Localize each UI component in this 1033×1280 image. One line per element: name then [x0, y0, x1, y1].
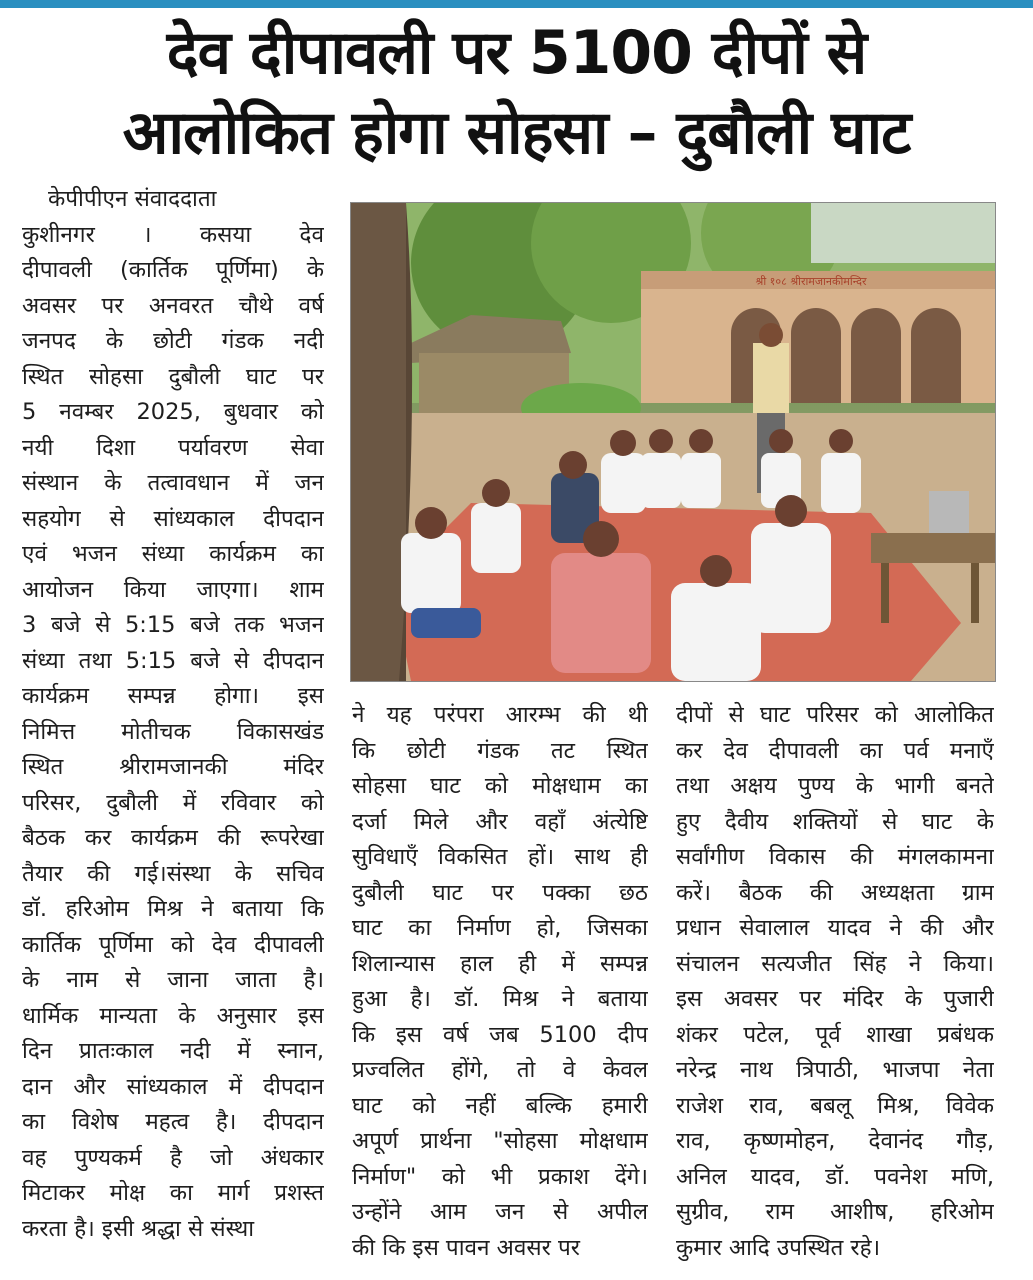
temple-sign: श्री १०८ श्रीरामजानकीमन्दिर: [755, 275, 867, 288]
article-line: शिलान्यास हाल ही में सम्पन्न: [352, 950, 648, 977]
meeting-photo-illustration: [351, 203, 995, 681]
article-line: के नाम से जाना जाता है।: [22, 967, 324, 993]
article-line: निमित्त मोतीचक विकासखंड: [22, 718, 324, 745]
article-line: सर्वांगीण विकास की मंगलकामना: [676, 844, 994, 870]
article-line: इस अवसर पर मंदिर के पुजारी: [676, 986, 994, 1012]
article-line: की कि इस पावन अवसर पर: [352, 1234, 580, 1261]
article-line: उन्होंने आम जन से अपील: [352, 1199, 648, 1225]
article-line: कुशीनगर । कसया देव: [22, 221, 324, 248]
article-line: घाट का निर्माण हो, जिसका: [352, 915, 648, 941]
article-line: वह पुण्यकर्म है जो अंधकार: [22, 1144, 324, 1171]
article-line: धार्मिक मान्यता के अनुसार इस: [22, 1002, 324, 1029]
article-line: प्रधान सेवालाल यादव ने की और: [676, 915, 994, 941]
article-line: दुबौली घाट पर पक्का छठ: [352, 879, 648, 906]
article-line: कर देव दीपावली का पर्व मनाएँ: [676, 737, 994, 764]
article-line: नरेन्द्र नाथ त्रिपाठी, भाजपा नेता: [676, 1057, 994, 1083]
article-line: हुए दैवीय शक्तियों से घाट के: [676, 808, 994, 835]
article-line: अपूर्ण प्रार्थना "सोहसा मोक्षधाम: [352, 1128, 648, 1154]
article-line: निर्माण" को भी प्रकाश देंगे।: [352, 1163, 648, 1190]
article-line: दीपों से घाट परिसर को आलोकित: [676, 702, 994, 728]
meeting-photo: [350, 202, 996, 682]
article-line: शंकर पटेल, पूर्व शाखा प्रबंधक: [676, 1021, 994, 1048]
article-line: कि छोटी गंडक तट स्थित: [352, 737, 648, 764]
article-line: राजेश राव, बबलू मिश्र, विवेक: [676, 1092, 994, 1119]
article-line: एवं भजन संध्या कार्यक्रम का: [22, 541, 324, 567]
article-column-1: [22, 182, 324, 1247]
article-line: दान और सांध्यकाल में दीपदान: [22, 1073, 324, 1100]
article-line: स्थित सोहसा दुबौली घाट पर: [22, 363, 324, 390]
article-line: दीपावली (कार्तिक पूर्णिमा) के: [22, 257, 324, 283]
article-line: आयोजन किया जाएगा। शाम: [22, 576, 324, 603]
article-line: अनिल यादव, डॉ. पवनेश मणि,: [676, 1163, 994, 1190]
article-line: 3 बजे से 5:15 बजे तक भजन: [22, 612, 324, 638]
article-line: का विशेष महत्व है। दीपदान: [22, 1109, 324, 1135]
article-line: संचालन सत्यजीत सिंह ने किया।: [676, 950, 994, 977]
article-line: बैठक कर कार्यक्रम की रूपरेखा: [22, 825, 324, 851]
article-line: कार्तिक पूर्णिमा को देव दीपावली: [22, 931, 324, 958]
article-column-3: [676, 698, 994, 1266]
article-line: सुविधाएँ विकसित हों। साथ ही: [352, 844, 648, 870]
article-line: ने यह परंपरा आरम्भ की थी: [352, 702, 648, 728]
article-line: नयी दिशा पर्यावरण सेवा: [22, 434, 324, 461]
article-line: करता है। इसी श्रद्धा से संस्था: [22, 1215, 255, 1242]
article-line: कि इस वर्ष जब 5100 दीप: [352, 1021, 648, 1048]
article-line: स्थित श्रीरामजानकी मंदिर: [22, 754, 324, 780]
headline-line-1: देव दीपावली पर 5100 दीपों से: [166, 18, 867, 88]
article-line: घाट को नहीं बल्कि हमारी: [352, 1092, 648, 1119]
article-line: डॉ. हरिओम मिश्र ने बताया कि: [22, 896, 324, 922]
article-line: हुआ है। डॉ. मिश्र ने बताया: [352, 986, 648, 1012]
article-line: दिन प्रातःकाल नदी में स्नान,: [22, 1038, 324, 1064]
article-line: मिटाकर मोक्ष का मार्ग प्रशस्त: [22, 1180, 324, 1206]
article-column-2: [352, 698, 648, 1266]
article-line: परिसर, दुबौली में रविवार को: [22, 789, 324, 816]
article-line: दर्जा मिले और वहाँ अंत्येष्टि: [352, 808, 648, 835]
article-line: संध्या तथा 5:15 बजे से दीपदान: [22, 647, 324, 674]
article-line: संस्थान के तत्वावधान में जन: [22, 470, 324, 496]
article-line: कार्यक्रम सम्पन्न होगा। इस: [22, 683, 324, 709]
article-line: सहयोग से सांध्यकाल दीपदान: [22, 505, 324, 532]
article-line: तथा अक्षय पुण्य के भागी बनते: [676, 773, 994, 799]
article-line: प्रज्वलित होंगे, तो वे केवल: [352, 1057, 648, 1083]
article-line: कुमार आदि उपस्थित रहे।: [676, 1234, 881, 1261]
article-line: सोहसा घाट को मोक्षधाम का: [352, 773, 648, 799]
article-line: राव, कृष्णमोहन, देवानंद गौड़,: [676, 1128, 994, 1154]
article-line: तैयार की गई।संस्था के सचिव: [22, 860, 324, 887]
article-line: सुग्रीव, राम आशीष, हरिओम: [676, 1199, 994, 1225]
article-line: अवसर पर अनवरत चौथे वर्ष: [22, 292, 324, 319]
article-line: 5 नवम्बर 2025, बुधवार को: [22, 399, 324, 425]
article-line: करें। बैठक की अध्यक्षता ग्राम: [676, 879, 994, 906]
top-accent-bar: [0, 0, 1033, 8]
article-line: केपीपीएन संवाददाता: [48, 186, 217, 212]
headline-line-2: आलोकित होगा सोहसा – दुबौली घाट: [122, 98, 911, 168]
article-line: जनपद के छोटी गंडक नदी: [22, 328, 324, 354]
